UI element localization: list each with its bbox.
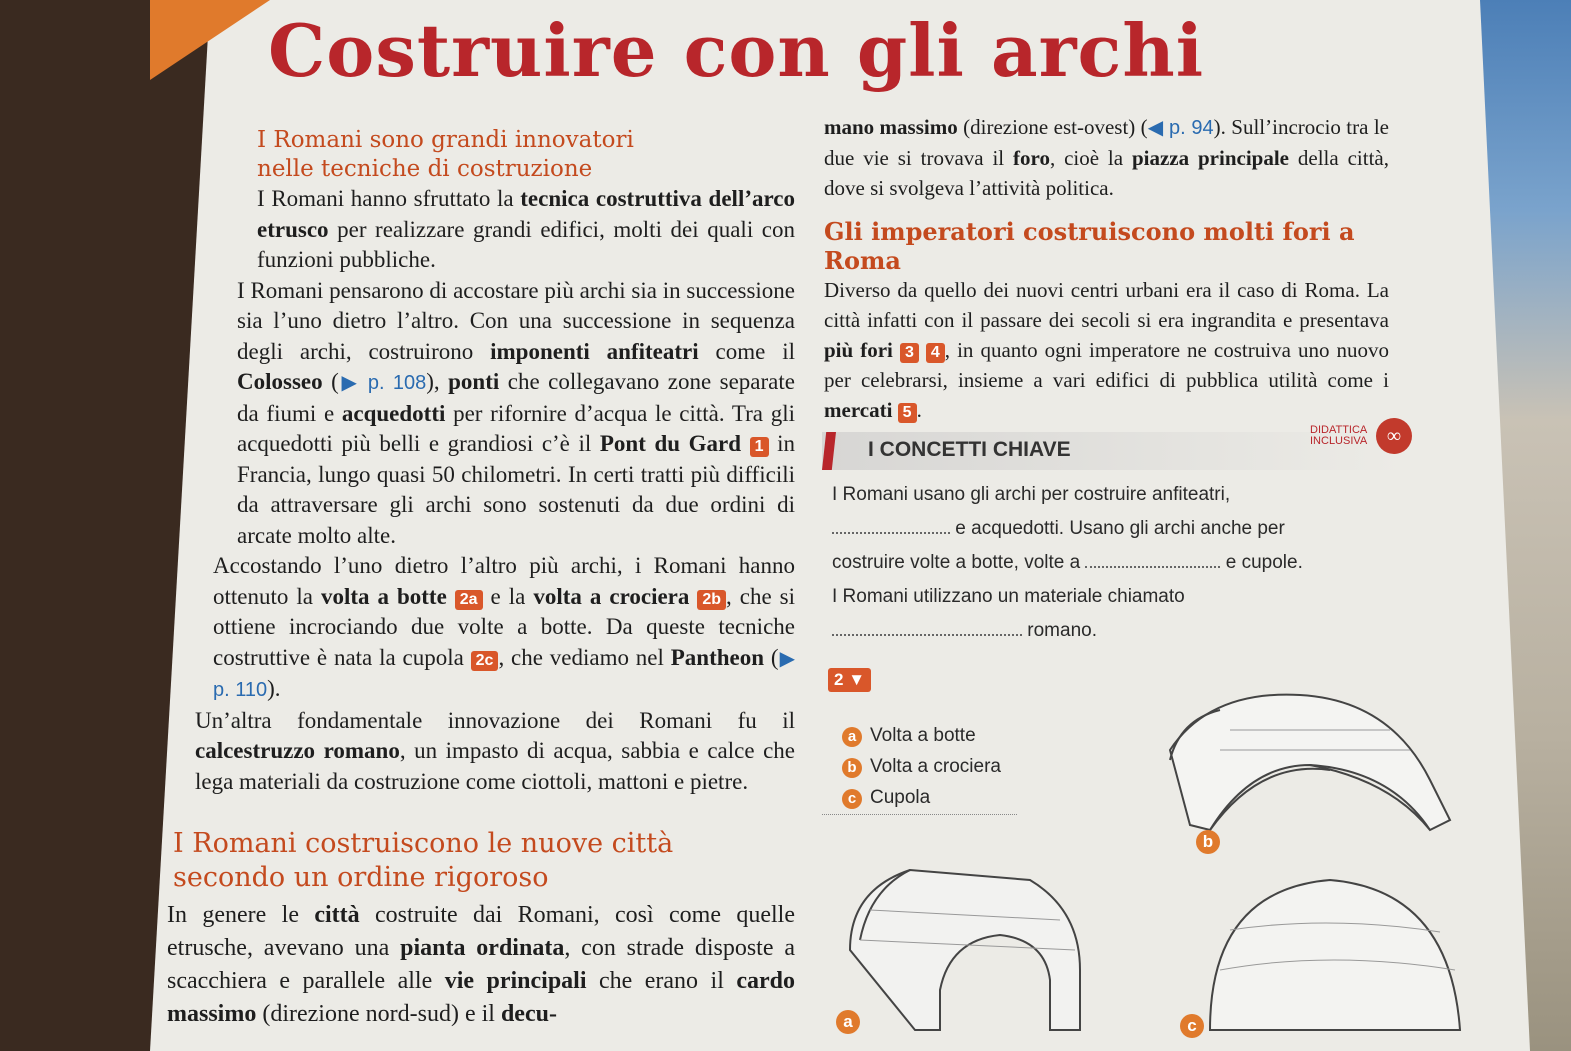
inclusive-badge-label: DIDATTICA INCLUSIVA (1310, 424, 1368, 447)
figure-badge: 4 (926, 343, 945, 363)
figure-badge: 3 (900, 343, 919, 363)
figure-letter-b: b (1196, 830, 1220, 854)
paragraph-forum: mano massimo (direzione est-ovest) (◀ p. 94). Sull’incrocio tra le due vie si trovava il foro, cioè la piazza principale della città, dove si svolgeva l’attività politica. (824, 115, 1389, 200)
fill-blank[interactable] (1085, 566, 1220, 568)
paragraph-arch: I Romani hanno sfruttato la tecnica costruttiva dell’arco etrusco per realizzare grandi edifici, molti dei quali con funzioni pubbliche. (257, 186, 796, 272)
barrel-vault-drawing (850, 870, 1080, 1030)
concept-line: I Romani utilizzano un materiale chiamato (832, 586, 1185, 607)
right-column (824, 112, 1389, 425)
page-ref[interactable]: ▶ p. 108 (338, 372, 427, 394)
concept-line: romano. (832, 614, 1402, 648)
key-concepts-heading: I CONCETTI CHIAVE (868, 438, 1071, 461)
page-ref[interactable]: ◀ p. 94 (1147, 117, 1214, 139)
paragraph-concrete: Un’altra fondamentale innovazione dei Romani fu il calcestruzzo romano, un impasto di acqua, sabbia e calce che lega materiali da costruzione come ciottoli, mattoni e pietre. (195, 707, 796, 794)
figure-letter-a: a (836, 1010, 860, 1034)
figure-badge: 2b (697, 590, 726, 610)
figure-badge: 5 (898, 403, 917, 423)
legend-item: c Cupola (842, 782, 1001, 813)
dome-drawing (1210, 880, 1460, 1030)
left-column (167, 126, 796, 1031)
paragraph-amphitheatres: I Romani pensarono di accostare più archi sia in successione sia l’uno dietro l’altro. Con una successione in sequenza degli archi, costruirono imponenti anfiteatri come il Colosseo (▶ p. 108), ponti che collegavano zone separate da fiumi e acquedotti per rifornire d’acqua le città. Tra gli acquedotti più belli e grandiosi c’è il Pont du Gard 1 in Francia, lungo quasi 50 chilometri. In certi tratti più difficili da attraversare gli archi sono sostenuti da due ordini di arcate molto alte. (237, 277, 796, 548)
section-heading-emperors: Gli imperatori costruiscono molti fori a Roma (824, 217, 1355, 275)
page-title: Costruire con gli archi (268, 8, 1205, 93)
concept-line: I Romani usano gli archi per costruire anfiteatri, (832, 484, 1231, 505)
concept-line: e acquedotti. Usano gli archi anche per (832, 512, 1402, 546)
legend-item: a Volta a botte (842, 720, 1001, 751)
fill-blank[interactable] (832, 634, 1022, 636)
section-heading-innovators: I Romani sono grandi innovatori nelle tecniche di costruzione (257, 127, 634, 182)
legend-item: b Volta a crociera (842, 751, 1001, 782)
figure-letter-c: c (1180, 1014, 1204, 1038)
paragraph-cities: In genere le città costruite dai Romani, così come quelle etrusche, avevano una pianta ordinata, con strade disposte a scacchiera e parallele alle vie principali che erano il cardo massimo (direzione nord-sud) e il decu- (167, 902, 795, 1027)
section-heading-cities: I Romani costruiscono le nuove città secondo un ordine rigoroso (173, 828, 674, 893)
paragraph-vaults: Accostando l’uno dietro l’altro più archi, i Romani hanno ottenuto la volta a botte 2a e la volta a crociera 2b , che si ottiene incrociando due volte a botte. Da queste tecniche costruttive è nata la cupola 2c , che vediamo nel Pantheon (▶ p. 110). (213, 553, 796, 701)
vault-illustrations (830, 670, 1470, 1051)
cross-vault-drawing (1170, 695, 1450, 830)
figure-number: 2 ▼ (828, 668, 871, 692)
figure-badge: 2a (455, 590, 483, 610)
paragraph-rome: Diverso da quello dei nuovi centri urbani era il caso di Roma. La città infatti con il passare dei secoli si era ingrandita e presentava più fori 3 4 , in quanto ogni imperatore ne costruiva uno nuovo per celebrarsi, insieme a vari edifici di pubblica utilità come i mercati 5 . (824, 278, 1389, 422)
page-ref[interactable]: ▶ p. 110 (213, 647, 795, 701)
key-concepts-text (832, 478, 1402, 648)
inclusive-icon: ∞ (1376, 418, 1412, 454)
figure-badge: 2c (471, 651, 499, 671)
figure-badge: 1 (750, 437, 769, 457)
concept-line: costruire volte a botte, volte a e cupole. (832, 552, 1303, 573)
fill-blank[interactable] (832, 532, 950, 534)
